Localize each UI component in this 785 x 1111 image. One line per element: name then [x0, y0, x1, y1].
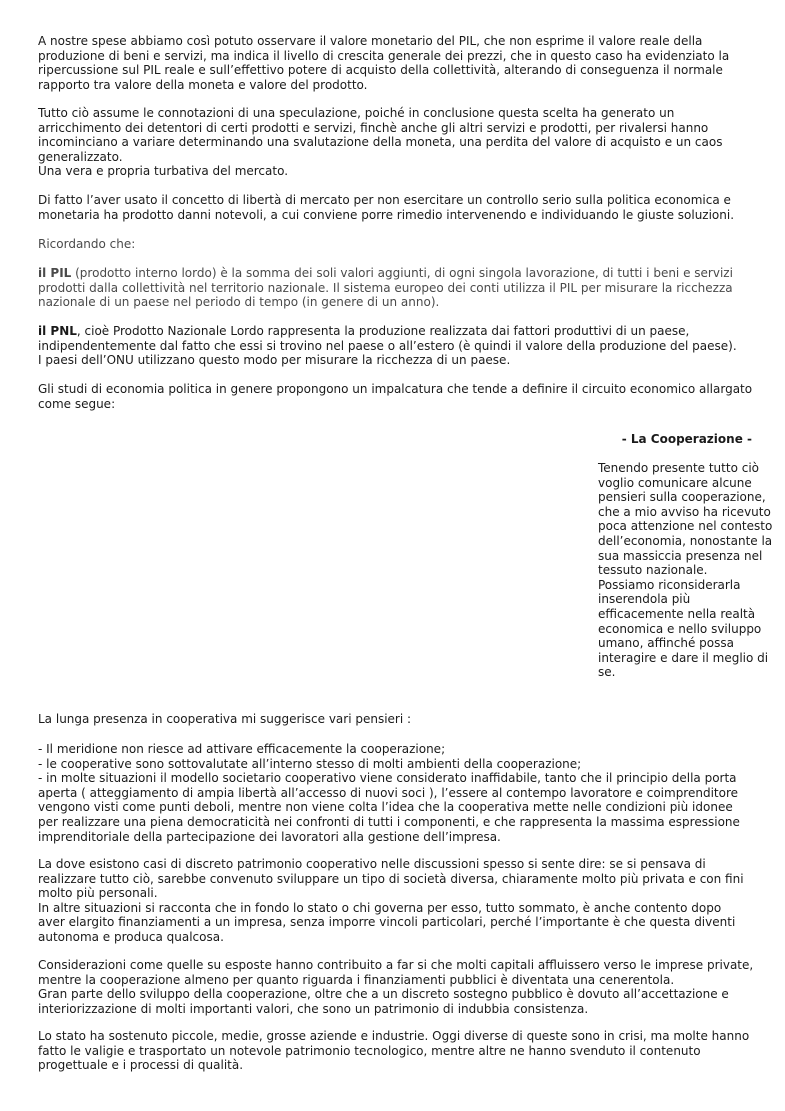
text-line: aver elargito finanziamenti a un impresa, senza imporre vincoli particolari, perché l’importante è che questa diventi [38, 915, 736, 930]
text-line: Lo stato ha sostenuto piccole, medie, grosse aziende e industrie. Oggi diverse di queste sono in crisi, ma molte hanno [38, 1029, 750, 1043]
text-line: realizzare tutto ciò, sarebbe convenuto sviluppare un tipo di società diversa, chiaramente molto più privata e con fini [38, 871, 744, 886]
section-title: - La Cooperazione - [621, 432, 752, 446]
paragraph-pil-definition [38, 266, 778, 310]
text-line: arricchimento dei detentori di certi prodotti e servizi, finchè anche gli altri servizi e prodotti, per rivalersi hanno [38, 120, 709, 135]
text-line: La dove esistono casi di discreto patrimonio cooperativo nelle discussioni spesso si sente dire: se si pensava di [38, 857, 706, 871]
text-line: indipendentemente dal fatto che essi si trovino nel paese o all’estero (è quindi il valore della produzione del paese). [38, 338, 737, 353]
pnl-text: , cioè Prodotto Nazionale Lordo rappresenta la produzione realizzata dai fattori produttivi di un paese, [76, 324, 690, 338]
text-line: nazionale di un paese nel periodo di tempo (in genere di un anno). [38, 295, 440, 310]
text-line: interiorizzazione di molti importanti valori, che sono un patrimonio di indubbia consistenza. [38, 1001, 589, 1016]
text-line: ripercussione sul PIL reale e sull’effettivo potere di acquisto della collettività, alterando di conseguenza il normale [38, 63, 723, 78]
text-line: efficacemente nella realtà [598, 606, 756, 621]
paragraph-cooperative-thoughts [38, 712, 778, 727]
text-line: dell’economia, nonostante la [598, 533, 773, 548]
text-line: autonoma e produca qualcosa. [38, 929, 224, 944]
text-line: inserendola più [598, 592, 691, 607]
paragraph-patrimony [38, 857, 778, 945]
paragraph-market-freedom [38, 193, 778, 222]
text-line: Possiamo riconsiderarla [598, 577, 741, 592]
text-line: fatto le valigie e trasportato un notevole patrimonio tecnologico, mentre altre ne hanno svenduto il contenuto [38, 1043, 701, 1058]
text-line: sua massiccia presenza nel [598, 548, 763, 563]
paragraph-speculation [38, 106, 778, 179]
paragraph-considerations [38, 958, 778, 1016]
list-item: per realizzare una piena democraticità nei confronti di tutti i componenti, e che rappresenta la massima espressione [38, 814, 740, 829]
text-line: umano, affinché possa [598, 636, 735, 651]
pnl-term: il PNL [38, 324, 77, 338]
text-line: Ricordando che: [38, 237, 136, 251]
text-line: Gran parte dello sviluppo della cooperazione, oltre che a un discreto sostegno pubblico è dovuto all’accettazione e [38, 987, 729, 1002]
text-line: poca attenzione nel contesto [598, 519, 773, 534]
text-line: incominciano a variare determinando una svalutazione della moneta, una perdita del valore di acquisto e un caos [38, 135, 723, 150]
text-line: Tenendo presente tutto ciò [598, 461, 760, 475]
text-line: Considerazioni come quelle su esposte hanno contribuito a far si che molti capitali affluissero verso le imprese private, [38, 958, 754, 972]
text-line: se. [598, 665, 616, 680]
text-line: I paesi dell’ONU utilizzano questo modo per misurare la ricchezza di un paese. [38, 353, 511, 368]
text-line: pensieri sulla cooperazione, [598, 490, 766, 505]
text-line: progettuale e i processi di qualità. [38, 1058, 244, 1073]
text-line: A nostre spese abbiamo così potuto osservare il valore monetario del PIL, che non esprime il valore reale della [38, 34, 703, 48]
list-item: - in molte situazioni il modello societario cooperativo viene considerato inaffidabile, tanto che il principio della porta [38, 771, 737, 786]
text-line: molto più personali. [38, 886, 158, 901]
text-line: tessuto nazionale. [598, 563, 708, 578]
paragraph-state-support [38, 1029, 778, 1073]
text-line: rapporto tra valore della moneta e valore del prodotto. [38, 77, 368, 92]
text-line: Di fatto l’aver usato il concetto di libertà di mercato per non esercitare un controllo serio sulla politica economica e [38, 193, 731, 207]
text-line: La lunga presenza in cooperativa mi suggerisce vari pensieri : [38, 712, 412, 726]
text-line: produzione di beni e servizi, ma indica il livello di crescita generale dei prezzi, che in questo caso ha evidenziato la [38, 48, 730, 63]
text-line: Una vera e propria turbativa del mercato. [38, 164, 289, 179]
list-item: - le cooperative sono sottovalutate all’interno stesso di molti ambienti della cooperazione; [38, 756, 582, 771]
text-line: Tutto ciò assume le connotazioni di una speculazione, poiché in conclusione questa scelta ha generato un [38, 106, 675, 120]
sidebar-cooperation [598, 461, 776, 680]
list-item: aperta ( atteggiamento di ampia libertà all’accesso di nuovi soci ), l’essere al contempo lavoratore e coimprenditore [38, 785, 739, 800]
text-line: monetaria ha prodotto danni notevoli, a cui conviene porre rimedio intervenendo e individuando le giuste soluzioni. [38, 207, 735, 222]
pil-term: il PIL [38, 266, 72, 280]
pil-text: (prodotto interno lordo) è la somma dei soli valori aggiunti, di ogni singola lavorazione, di tutti i beni e servizi [71, 266, 733, 280]
text-line: prodotti dalla collettività nel territorio nazionale. Il sistema europeo dei conti utilizza il PIL per misurare la ricchezza [38, 280, 733, 295]
text-line: Gli studi di economia politica in genere propongono un impalcatura che tende a definire il circuito economico allargato [38, 382, 753, 396]
list-item: - Il meridione non riesce ad attivare efficacemente la cooperazione; [38, 742, 446, 756]
text-line [38, 266, 778, 281]
text-line: che a mio avviso ha ricevuto [598, 504, 771, 519]
text-line: interagire e dare il meglio di [598, 650, 769, 665]
list-item: vengono visti come punti deboli, mentre non viene colta l’idea che la cooperativa mette nelle condizioni più idonee [38, 800, 733, 815]
paragraph-pnl-definition [38, 324, 778, 368]
text-line: economica e nello sviluppo [598, 621, 762, 636]
text-line: In altre situazioni si racconta che in fondo lo stato o chi governa per esso, tutto sommato, è anche contento dopo [38, 900, 722, 915]
text-line: voglio comunicare alcune [598, 475, 752, 490]
text-line: come segue: [38, 396, 116, 411]
text-line: mentre la cooperazione almeno per quanto riguarda i finanziamenti pubblici è diventata una cenerentola. [38, 972, 675, 987]
paragraph-ricordando [38, 237, 778, 252]
paragraph-economic-circuit [38, 382, 778, 411]
text-line [38, 324, 778, 339]
paragraph-pil-monetary [38, 34, 778, 92]
text-line: generalizzato. [38, 149, 123, 164]
bullet-list [38, 742, 778, 844]
list-item: imprenditoriale della partecipazione dei lavoratori alla gestione dell’impresa. [38, 829, 501, 844]
